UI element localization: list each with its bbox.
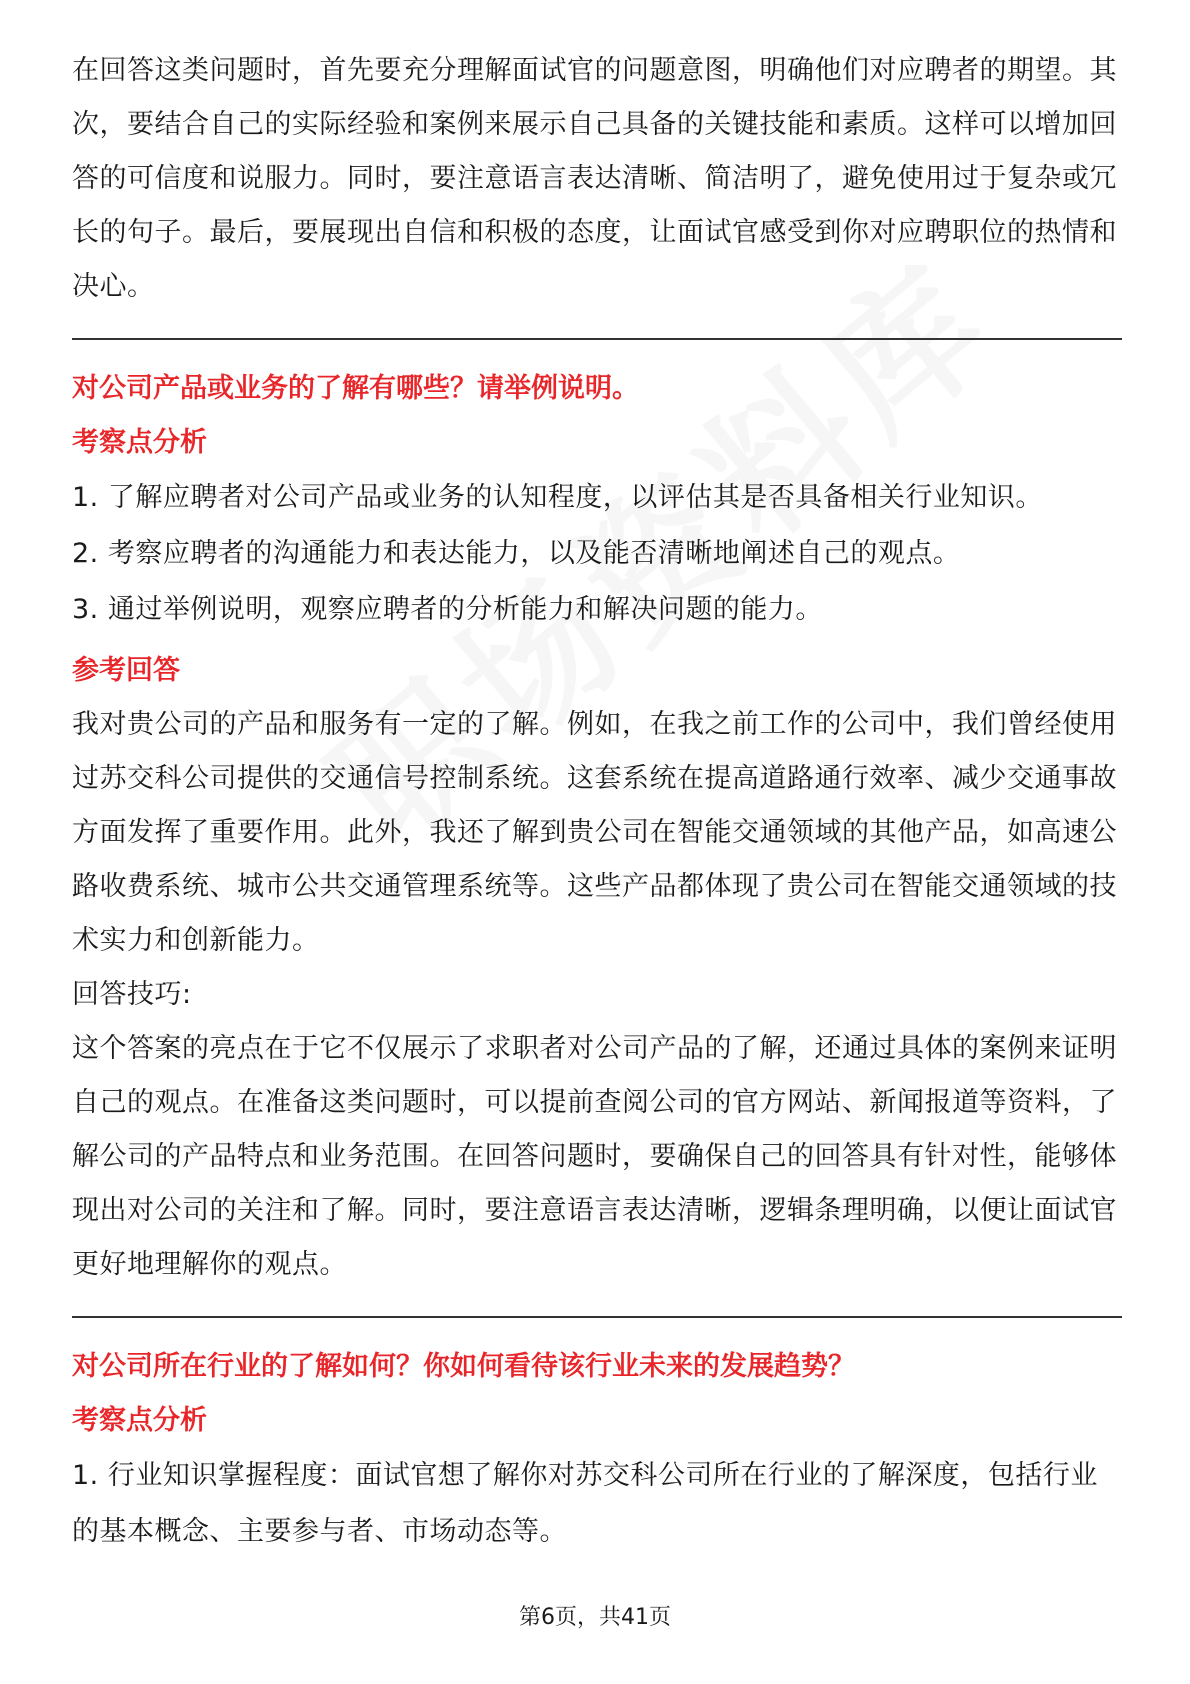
analysis-item: 1. 了解应聘者对公司产品或业务的认知程度，以评估其是否具备相关行业知识。 <box>72 482 1043 513</box>
tips-paragraph: 这个答案的亮点在于它不仅展示了求职者对公司产品的了解，还通过具体的案例来证明自己的观点。在准备这类问题时，可以提前查阅公司的官方网站、新闻报道等资料，了解公司的产品特点和业务范围。在回答问题时，要确保自己的回答具有针对性，能够体现出对公司的关注和了解。同时，要注意语言表达清晰，逻辑条理明确，以便让面试官更好地理解你的观点。 <box>72 1033 1117 1280</box>
analysis-item: 2. 考察应聘者的沟通能力和表达能力，以及能否清晰地阐述自己的观点。 <box>72 538 961 569</box>
analysis-list <box>72 1448 1122 1560</box>
document-page <box>72 44 1122 1560</box>
analysis-item: 3. 通过举例说明，观察应聘者的分析能力和解决问题的能力。 <box>72 594 823 625</box>
section-divider <box>72 1316 1122 1318</box>
question-title: 对公司所在行业的了解如何？你如何看待该行业未来的发展趋势？ <box>72 1351 855 1382</box>
answer-heading: 参考回答 <box>72 655 180 686</box>
question-title: 对公司产品或业务的了解有哪些？请举例说明。 <box>72 373 639 404</box>
analysis-heading: 考察点分析 <box>72 1405 207 1436</box>
tips-label: 回答技巧: <box>72 979 192 1010</box>
intro-paragraph: 在回答这类问题时，首先要充分理解面试官的问题意图，明确他们对应聘者的期望。其次，要结合自己的实际经验和案例来展示自己具备的关键技能和素质。这样可以增加回答的可信度和说服力。同时，要注意语言表达清晰、简洁明了，避免使用过于复杂或冗长的句子。最后，要展现出自信和积极的态度，让面试官感受到你对应聘职位的热情和决心。 <box>72 55 1117 302</box>
analysis-list <box>72 470 1122 638</box>
question-section-2 <box>72 1340 1122 1560</box>
analysis-heading: 考察点分析 <box>72 427 207 458</box>
section-divider <box>72 338 1122 340</box>
page-number: 第6页，共41页 <box>519 1605 671 1630</box>
answer-paragraph: 我对贵公司的产品和服务有一定的了解。例如，在我之前工作的公司中，我们曾经使用过苏交科公司提供的交通信号控制系统。这套系统在提高道路通行效率、减少交通事故方面发挥了重要作用。此外，我还了解到贵公司在智能交通领域的其他产品，如高速公路收费系统、城市公共交通管理系统等。这些产品都体现了贵公司在智能交通领域的技术实力和创新能力。 <box>72 709 1117 956</box>
analysis-item: 1. 行业知识掌握程度：面试官想了解你对苏交科公司所在行业的了解深度，包括行业的基本概念、主要参与者、市场动态等。 <box>72 1460 1098 1547</box>
question-section-1 <box>72 362 1122 1292</box>
